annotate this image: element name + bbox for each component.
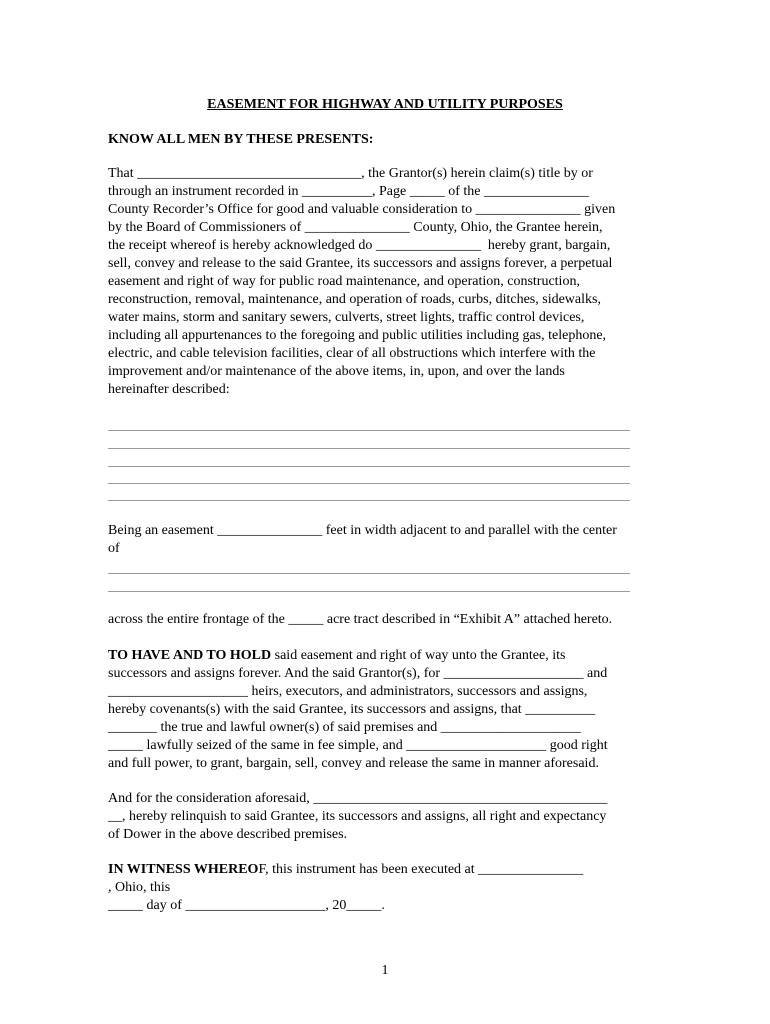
para1-line: reconstruction, removal, maintenance, and operation of roads, curbs, ditches, sidewalks, [108, 292, 601, 307]
description-rule [108, 448, 630, 449]
page-number: 1 [381, 963, 389, 978]
habendum-line [108, 647, 565, 665]
dower-line: __, hereby relinquish to said Grantee, its successors and assigns, all right and expectancy [108, 809, 607, 824]
description-rule [108, 466, 630, 467]
description-rule [108, 483, 630, 484]
center-description-rule [108, 591, 630, 592]
para4-line: successors and assigns forever. And the said Grantor(s), for ____________________ and [108, 666, 608, 681]
para4-line: _______ the true and lawful owner(s) of said premises and ____________________ [108, 720, 581, 735]
witness-rest: F, this instrument has been executed at _______________ [258, 862, 584, 877]
witness-line [108, 861, 583, 879]
witness-bold: IN WITNESS WHEREO [108, 862, 259, 877]
para1-line: That ________________________________, the Grantor(s) herein claim(s) title by or [108, 166, 593, 181]
para4-line: ____________________ heirs, executors, and administrators, successors and assigns, [108, 684, 588, 699]
para1-line: improvement and/or maintenance of the above items, in, upon, and over the lands [108, 364, 565, 379]
habendum-rest: said easement and right of way unto the Grantee, its [271, 648, 566, 663]
description-rule [108, 500, 630, 501]
para1-line: water mains, storm and sanitary sewers, culverts, street lights, traffic control devices, [108, 310, 585, 325]
document-title: EASEMENT FOR HIGHWAY AND UTILITY PURPOSES [207, 97, 563, 112]
habendum-bold: TO HAVE AND TO HOLD [108, 648, 272, 663]
para2-line: of [108, 541, 120, 556]
para4-line: _____ lawfully seized of the same in fee simple, and ____________________ good right [108, 738, 608, 753]
para1-line: easement and right of way for public road maintenance, and operation, construction, [108, 274, 580, 289]
dower-line: And for the consideration aforesaid, __________________________________________ [108, 791, 608, 806]
witness-date-line: _____ day of ____________________, 20_____. [108, 898, 385, 913]
description-rule [108, 430, 630, 431]
para1-line: hereinafter described: [108, 382, 230, 397]
para1-line: the receipt whereof is hereby acknowledged do _______________ hereby grant, bargain, [108, 238, 611, 253]
para1-line: sell, convey and release to the said Grantee, its successors and assigns forever, a perpetual [108, 256, 613, 271]
para1-line: County Recorder’s Office for good and valuable consideration to _______________ given [108, 202, 616, 217]
para1-line: through an instrument recorded in __________, Page _____ of the _______________ [108, 184, 589, 199]
para2-line: Being an easement _______________ feet in width adjacent to and parallel with the center [108, 523, 617, 538]
para1-line: by the Board of Commissioners of _______________ County, Ohio, the Grantee herein, [108, 220, 603, 235]
center-description-rule [108, 573, 630, 574]
witness-date-line: , Ohio, this [108, 880, 171, 895]
dower-line: of Dower in the above described premises. [108, 827, 348, 842]
para1-line: electric, and cable television facilities, clear of all obstructions which interfere with the [108, 346, 596, 361]
document-heading: KNOW ALL MEN BY THESE PRESENTS: [108, 132, 374, 147]
para1-line: including all appurtenances to the foregoing and public utilities including gas, telephone, [108, 328, 607, 343]
frontage-line: across the entire frontage of the _____ acre tract described in “Exhibit A” attached hereto. [108, 612, 613, 627]
para4-line: hereby covenants(s) with the said Grantee, its successors and assigns, that __________ [108, 702, 596, 717]
para4-line: and full power, to grant, bargain, sell, convey and release the same in manner aforesaid. [108, 756, 599, 771]
